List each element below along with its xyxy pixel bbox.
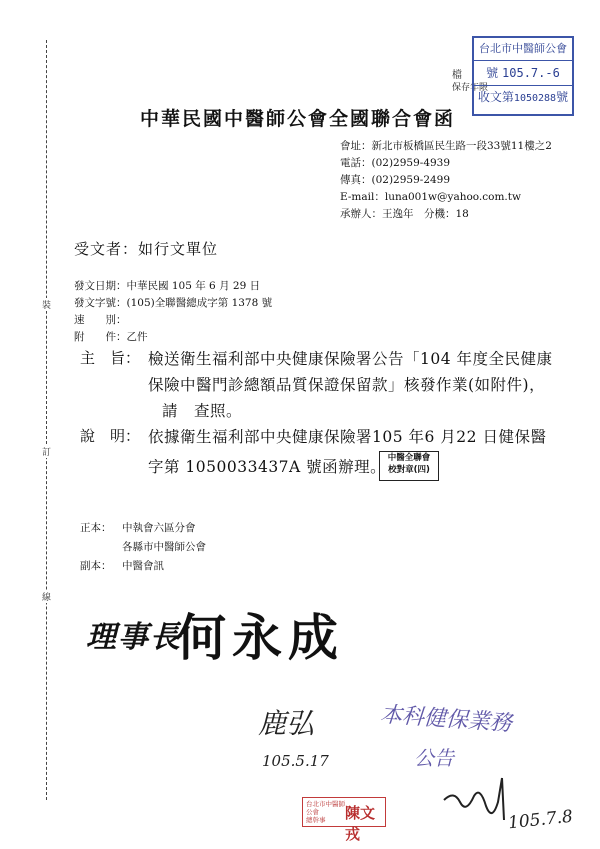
- speed-class: 速 別：: [74, 314, 127, 326]
- receipt-stamp-number: 1050288: [513, 93, 557, 104]
- receipt-stamp-date: 105.7.-6: [502, 66, 560, 80]
- red-seal-stamp: [302, 797, 386, 843]
- attachment: 附 件：乙件: [74, 331, 148, 343]
- doc-type: 函: [434, 108, 454, 130]
- receipt-stamp-date-row: [474, 64, 572, 81]
- subject-label: 主 旨：: [80, 349, 141, 367]
- red-seal-name: 陳文戎: [345, 804, 376, 843]
- issue-date: 發文日期：中華民國 105 年 6 月 29 日: [74, 280, 261, 292]
- receipt-stamp-number-row: [474, 88, 572, 105]
- subject-line-3: 請 查照。: [162, 402, 243, 420]
- binding-char-bottom: 線: [42, 590, 51, 603]
- receipt-stamp: [472, 36, 574, 116]
- handwritten-note-line2: 公告: [414, 746, 454, 770]
- main-recipients-label: 正本：: [80, 522, 112, 534]
- main-recipient-item: 各縣市中醫師公會: [122, 541, 206, 553]
- receipt-stamp-org: 台北市中醫師公會: [479, 42, 567, 55]
- proofreading-stamp-line1: 中醫全聯會: [387, 453, 431, 463]
- copy-recipient-item: 中醫會訊: [122, 560, 164, 572]
- binding-char-middle: 訂: [42, 445, 51, 458]
- handwritten-note-line1: 本科健保業務: [379, 702, 513, 737]
- proofreading-stamp-line2: 校對章(四): [388, 465, 430, 475]
- subject-line-2: 保險中醫門診總額品質保證保留款」核發作業(如附件)，: [148, 376, 546, 394]
- handwritten-initial-date: 105.7.8: [507, 806, 574, 834]
- contact-address: 會址：新北市板橋區民生路一段33號11樓之2: [340, 140, 552, 152]
- org-title: 中華民國中醫師公會全國聯合會: [140, 108, 435, 130]
- explanation-line-1: 依據衛生福利部中央健康保險署105 年6 月22 日健保醫: [148, 428, 547, 446]
- handwritten-name: 鹿弘: [258, 707, 315, 740]
- chairman-signature: 何永成: [176, 608, 344, 667]
- retention-label: 保存年限: [452, 83, 489, 93]
- binding-line: [46, 40, 47, 800]
- subject-line-1: 檢送衛生福利部中央健康保險署公告「104 年度全民健康: [148, 350, 553, 368]
- recipient: 受文者：如行文單位: [74, 240, 219, 258]
- receipt-stamp-no-label: 號: [486, 66, 499, 80]
- explanation-label: 說 明：: [80, 427, 141, 445]
- proofreading-stamp: [379, 451, 439, 481]
- handwritten-initial-stroke: [440, 772, 520, 832]
- binding-char-top: 裝: [42, 298, 51, 311]
- contact-email: E-mail：luna001w@yahoo.com.tw: [340, 191, 521, 203]
- receipt-stamp-receipt-label: 收文第: [477, 90, 514, 104]
- contact-fax: 傳真：(02)2959-2499: [340, 174, 451, 186]
- chairman-title: 理事長: [86, 620, 182, 655]
- receipt-stamp-suffix: 號: [556, 90, 569, 104]
- contact-phone: 電話：(02)2959-4939: [340, 157, 451, 169]
- copy-recipients-label: 副本：: [80, 560, 112, 572]
- main-recipient-item: 中執會六區分會: [122, 522, 196, 534]
- explanation-line-2: 字第 1050033437A 號函辦理。: [148, 458, 387, 476]
- archive-label: 檔: [452, 70, 462, 81]
- handwritten-date: 105.5.17: [262, 752, 329, 770]
- contact-handler: 承辦人：王逸年 分機：18: [340, 208, 469, 220]
- issue-number: 發文字號：(105)全聯醫總成字第 1378 號: [74, 297, 273, 309]
- red-seal-org: 台北市中醫師公會 總幹事: [306, 800, 345, 824]
